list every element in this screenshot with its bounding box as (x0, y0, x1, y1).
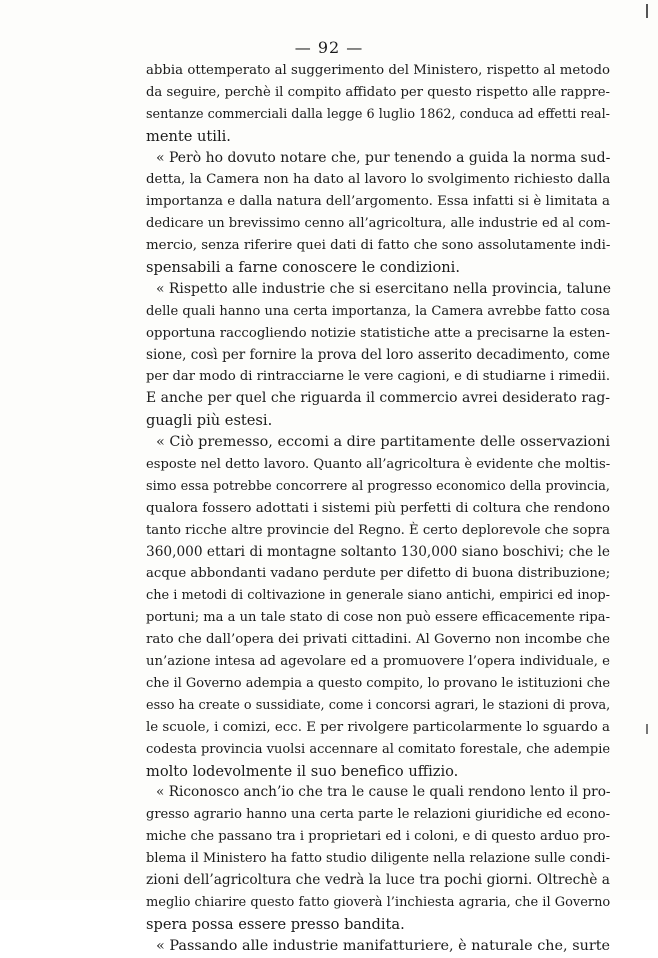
text-line: detta, la Camera non ha dato al lavoro lo svolgimento richiesto dalla (146, 172, 611, 188)
text-line: opportuna raccogliendo notizie statistiche atte a precisarne la esten- (146, 325, 610, 341)
text-line: « Passando alle industrie manifatturiere, è naturale che, surte (156, 937, 610, 954)
text-line: blema il Ministero ha fatto studio diligente nella relazione sulle condi- (146, 851, 610, 867)
text-line: importanza e dalla natura dell’argomento. Essa infatti si è limitata a (146, 194, 610, 210)
text-line: esso ha create o sussidiate, come i concorsi agrari, le stazioni di prova, (146, 697, 611, 713)
text-line: spensabili a farne conoscere le condizioni. (146, 259, 460, 277)
text-line: « Però ho dovuto notare che, pur tenendo a guida la norma sud- (156, 149, 611, 166)
text-line: mercio, senza riferire quei dati di fatto che sono assolutamente indi- (146, 238, 611, 254)
text-line: sentanze commerciali dalla legge 6 luglio 1862, conduca ad effetti real- (146, 106, 610, 122)
text-line: che il Governo adempia a questo compito, lo provano le istituzioni che (146, 675, 611, 691)
text-line: rato che dall’opera dei privati cittadini. Al Governo non incombe che (146, 632, 610, 648)
page-number: — 92 — (294, 38, 364, 57)
text-line: « Riconosco anch’io che tra le cause le quali rendono lento il pro- (156, 784, 611, 801)
text-line: tanto ricche altre provincie del Regno. È certo deplorevole che sopra (146, 522, 610, 538)
text-line: E anche per quel che riguarda il commercio avrei desiderato rag- (146, 390, 610, 407)
margin-mark (646, 724, 648, 734)
body-text (146, 60, 610, 958)
text-line: gresso agrario hanno una certa parte le relazioni giuridiche ed econo- (146, 807, 610, 823)
text-line: delle quali hanno una certa importanza, la Camera avrebbe fatto cosa (146, 303, 610, 319)
text-line: esposte nel detto lavoro. Quanto all’agricoltura è evidente che moltis- (146, 457, 611, 473)
text-line: mente utili. (146, 127, 231, 145)
text-line: un’azione intesa ad agevolare ed a promuovere l’opera individuale, e (146, 654, 610, 670)
text-line: acque abbondanti vadano perdute per difetto di buona distribuzione; (146, 566, 611, 582)
text-line: dedicare un brevissimo cenno all’agricoltura, alle industrie ed al com- (146, 216, 611, 232)
text-line: codesta provincia vuolsi accennare al comitato forestale, che adempie (146, 741, 611, 757)
text-line: spera possa essere presso bandita. (146, 915, 405, 933)
margin-mark (646, 4, 648, 18)
text-line: guagli più estesi. (146, 412, 273, 430)
text-line: simo essa potrebbe concorrere al progresso economico della provincia, (146, 478, 610, 494)
text-line: miche che passano tra i proprietari ed i coloni, e di questo arduo pro- (146, 829, 611, 845)
text-line: che i metodi di coltivazione in generale siano antichi, empirici ed inop- (146, 588, 610, 604)
text-line: da seguire, perchè il compito affidato per questo rispetto alle rappre- (146, 84, 610, 100)
text-line: 360,000 ettari di montagne soltanto 130,000 siano boschivi; che le (146, 543, 610, 560)
text-line: molto lodevolmente il suo benefico uffizio. (146, 762, 459, 780)
text-line: abbia ottemperato al suggerimento del Ministero, rispetto al metodo (146, 63, 610, 78)
text-line: per dar modo di rintracciarne le vere cagioni, e di studiarne i rimedii. (146, 369, 610, 385)
text-line: sione, così per fornire la prova del loro asserito decadimento, come (146, 346, 610, 363)
text-line: portuni; ma a un tale stato di cose non può essere efficacemente ripa- (146, 610, 610, 626)
text-line: « Rispetto alle industrie che si esercitano nella provincia, talune (156, 280, 611, 297)
text-line: zioni dell’agricoltura che vedrà la luce tra pochi giorni. Oltrechè a (146, 871, 610, 888)
text-line: le scuole, i comizi, ecc. E per rivolgere particolarmente lo sguardo a (146, 719, 610, 735)
text-line: qualora fossero adottati i sistemi più perfetti di coltura che rendono (146, 500, 610, 516)
text-line: « Ciò premesso, eccomi a dire partitamente delle osservazioni (156, 434, 611, 451)
text-line: meglio chiarire questo fatto gioverà l’inchiesta agraria, che il Governo (146, 894, 611, 910)
